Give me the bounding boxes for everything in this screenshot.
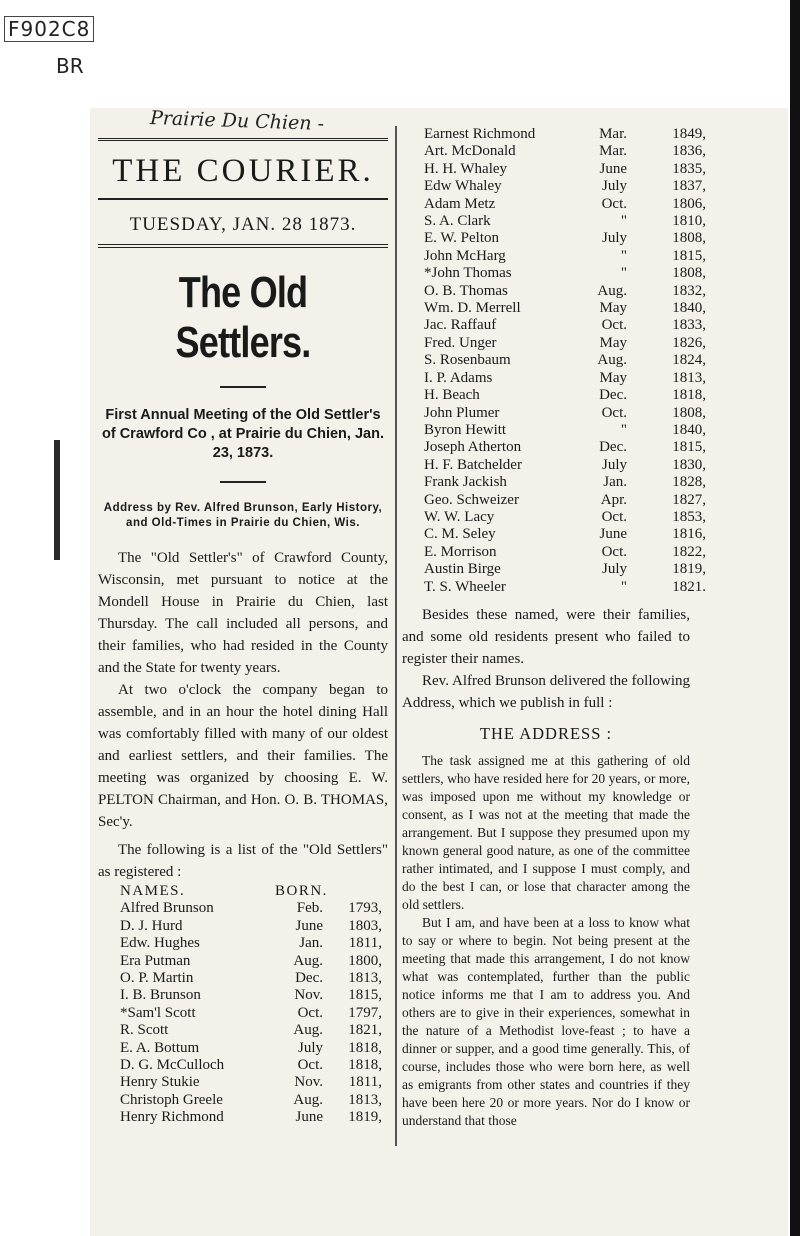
birth-month: Nov.: [294, 1074, 323, 1091]
settler-row: [424, 300, 706, 317]
birth-year: 1832,: [672, 282, 706, 299]
birth-month: ": [620, 247, 627, 264]
settler-name: *John Thomas: [424, 265, 512, 282]
birth-month: May: [599, 334, 627, 351]
birth-year: 1827,: [672, 491, 706, 508]
birth-year: 1815,: [348, 987, 382, 1004]
paragraph: The following is a list of the "Old Settlers" as registered :: [98, 842, 388, 880]
birth-month: May: [599, 300, 627, 317]
birth-month: July: [601, 178, 627, 195]
settler-row: [424, 579, 706, 596]
settler-name: Alfred Brunson: [120, 900, 214, 917]
birth-month: Oct.: [601, 317, 627, 334]
birth-year: 1815,: [672, 439, 706, 456]
settler-name: E. A. Bottum: [120, 1039, 200, 1056]
settler-name: E. W. Pelton: [424, 230, 500, 247]
settler-name: W. W. Lacy: [424, 508, 495, 525]
settler-row: [424, 213, 706, 230]
settler-name: S. A. Clark: [424, 213, 491, 230]
birth-month: Feb.: [296, 900, 323, 917]
birth-month: Jan.: [299, 935, 323, 952]
settler-row: [424, 352, 706, 369]
birth-year: 1837,: [672, 178, 706, 195]
settler-name: D. J. Hurd: [120, 917, 183, 934]
paragraph: Rev. Alfred Brunson delivered the following Address, which we publish in full :: [402, 672, 690, 711]
birth-month: Aug.: [597, 352, 627, 369]
settler-name: Frank Jackish: [424, 474, 507, 491]
birth-year: 1808,: [672, 404, 706, 421]
left-column: [98, 138, 388, 1127]
paragraph: At two o'clock the company began to assemble, and in an hour the hotel dining Hall was comfortably filled with many of our oldest and earliest settlers, and their families. The meeting was organized by choosing E. W. PELTON Chairman, and Hon. O. B. THOMAS, Sec'y.: [98, 682, 388, 830]
birth-year: 1821,: [348, 1022, 382, 1039]
birth-month: ": [620, 578, 627, 595]
settler-name: Edw Whaley: [424, 178, 502, 195]
settler-name: O. P. Martin: [120, 970, 194, 987]
settler-row: [424, 405, 706, 422]
birth-year: 1793,: [348, 900, 382, 917]
masthead: [98, 138, 388, 200]
settler-name: Edw. Hughes: [120, 935, 200, 952]
birth-month: Oct.: [601, 195, 627, 212]
settler-name: John Plumer: [424, 404, 500, 421]
settler-name: T. S. Wheeler: [424, 578, 506, 595]
birth-year: 1808,: [672, 230, 706, 247]
settler-name: Jac. Raffauf: [424, 317, 497, 334]
settler-row: [120, 1022, 382, 1039]
settler-name: R. Scott: [120, 1022, 169, 1039]
settler-row: [424, 283, 706, 300]
birth-month: Oct.: [601, 543, 627, 560]
settler-name: Henry Stukie: [120, 1074, 200, 1091]
birth-month: Oct.: [297, 1057, 323, 1074]
settler-name: C. M. Seley: [424, 526, 496, 543]
settler-row: [424, 561, 706, 578]
settler-row: [424, 544, 706, 561]
settler-row: [120, 1057, 382, 1074]
settler-row: [424, 161, 706, 178]
born-header: BORN.: [275, 883, 328, 899]
settler-row: [424, 196, 706, 213]
right-column: [402, 126, 706, 1130]
birth-month: July: [297, 1039, 323, 1056]
birth-year: 1815,: [672, 247, 706, 264]
settler-row: [120, 953, 382, 970]
address-paragraph: The task assigned me at this gathering of old settlers, who have resided here for 20 years, or more, was imposed upon me without my knowledge or consent, as I was not at the meeting that made the arrangement. But I suppose they presumed upon my known general good nature, as one of the committee rather intimated, and I suppose I must comply, and do the best I can, or lose that character among the old settlers.: [402, 752, 690, 912]
birth-year: 1811,: [348, 1074, 382, 1091]
birth-year: 1800,: [348, 952, 382, 969]
article-byline: Address by Rev. Alfred Brunson, Early History, and Old-Times in Prairie du Chien, Wis.: [103, 502, 383, 529]
right-edge: [790, 0, 800, 1236]
birth-year: 1840,: [672, 421, 706, 438]
birth-month: Jan.: [603, 474, 627, 491]
birth-month: Oct.: [601, 508, 627, 525]
settler-name: *Sam'l Scott: [120, 1004, 196, 1021]
birth-year: 1821.: [672, 578, 706, 595]
newspaper-title: THE COURIER.: [112, 153, 374, 189]
birth-year: 1818,: [348, 1057, 382, 1074]
birth-month: June: [295, 1109, 323, 1126]
settler-name: I. P. Adams: [424, 369, 493, 386]
settler-name: H. H. Whaley: [424, 160, 508, 177]
address-paragraph: But I am, and have been at a loss to know what to say or where to begin. Not being present at the meeting that made this arrangement, I do not know what was contemplated, further than the public notice informs me that I am to address you. And others are to give in their experiences, somewhat in the nature of a Methodist love-feast ; to have a dinner or supper, and a good time generally. This, of course, includes those who were born here, as well as emigrants from other states and countries if they have been here 20 or more years. Nor do I know or understand that those: [402, 914, 690, 1128]
settler-row: [424, 387, 706, 404]
birth-month: July: [601, 561, 627, 578]
settler-name: I. B. Brunson: [120, 987, 201, 1004]
birth-month: Oct.: [297, 1004, 323, 1021]
settlers-list-right: [424, 126, 706, 596]
birth-year: 1816,: [672, 526, 706, 543]
birth-month: Aug.: [293, 1022, 323, 1039]
birth-year: 1818,: [348, 1039, 382, 1056]
birth-year: 1813,: [672, 369, 706, 386]
place-note: Prairie Du Chien -: [149, 106, 325, 136]
birth-year: 1853,: [672, 508, 706, 525]
birth-year: 1824,: [672, 352, 706, 369]
birth-year: 1806,: [672, 195, 706, 212]
initials-note: BR: [56, 54, 84, 78]
birth-year: 1810,: [672, 213, 706, 230]
settler-name: Adam Metz: [424, 195, 496, 212]
settler-row: [424, 143, 706, 160]
birth-month: Nov.: [294, 987, 323, 1004]
settler-row: [120, 1092, 382, 1109]
settler-row: [120, 900, 382, 917]
settler-row: [424, 317, 706, 334]
settler-name: Fred. Unger: [424, 334, 497, 351]
settler-row: [424, 370, 706, 387]
birth-month: ": [620, 421, 627, 438]
birth-year: 1819,: [672, 561, 706, 578]
settler-row: [424, 178, 706, 195]
settler-row: [424, 492, 706, 509]
settler-row: [120, 935, 382, 952]
call-number-note: F902C8: [4, 16, 94, 42]
settler-name: Henry Richmond: [120, 1109, 224, 1126]
settler-name: Wm. D. Merrell: [424, 300, 521, 317]
settler-name: Joseph Atherton: [424, 439, 522, 456]
settler-row: [424, 126, 706, 143]
settler-row: [120, 1109, 382, 1126]
settler-row: [120, 918, 382, 935]
list-header: [120, 883, 382, 900]
birth-month: ": [620, 213, 627, 230]
settler-name: Era Putman: [120, 952, 191, 969]
settler-row: [424, 474, 706, 491]
settler-row: [424, 509, 706, 526]
settler-row: [120, 1074, 382, 1091]
birth-month: June: [599, 160, 627, 177]
settler-row: [424, 230, 706, 247]
birth-month: July: [601, 456, 627, 473]
settler-row: [424, 457, 706, 474]
birth-month: Dec.: [295, 970, 323, 987]
settler-row: [120, 970, 382, 987]
birth-year: 1822,: [672, 543, 706, 560]
settler-name: John McHarg: [424, 247, 506, 264]
birth-month: May: [599, 369, 627, 386]
settlers-list-left: [120, 883, 382, 1127]
settler-name: H. F. Batchelder: [424, 456, 522, 473]
birth-month: Apr.: [600, 491, 627, 508]
birth-month: July: [601, 230, 627, 247]
settler-row: [120, 1040, 382, 1057]
birth-month: Dec.: [599, 439, 627, 456]
birth-year: 1828,: [672, 474, 706, 491]
settler-name: Byron Hewitt: [424, 421, 507, 438]
settler-row: [424, 248, 706, 265]
settler-name: Earnest Richmond: [424, 126, 536, 142]
settler-row: [120, 987, 382, 1004]
column-divider: [395, 126, 397, 1146]
settler-row: [424, 422, 706, 439]
birth-year: 1797,: [348, 1004, 382, 1021]
birth-year: 1826,: [672, 334, 706, 351]
divider: [220, 386, 266, 388]
settler-row: [424, 439, 706, 456]
birth-year: 1811,: [348, 935, 382, 952]
settler-name: Geo. Schweizer: [424, 491, 519, 508]
settler-row: [424, 265, 706, 282]
birth-month: ": [620, 265, 627, 282]
birth-year: 1840,: [672, 300, 706, 317]
settler-row: [424, 335, 706, 352]
settler-name: H. Beach: [424, 387, 480, 404]
birth-month: Aug.: [293, 952, 323, 969]
settler-name: D. G. McCulloch: [120, 1057, 225, 1074]
settler-name: Art. McDonald: [424, 143, 516, 160]
paragraph: Besides these named, were their families, and some old residents present who failed to register their names.: [402, 606, 690, 667]
birth-year: 1849,: [672, 126, 706, 142]
settler-row: [120, 1005, 382, 1022]
birth-year: 1818,: [672, 387, 706, 404]
birth-month: Aug.: [597, 282, 627, 299]
birth-year: 1808,: [672, 265, 706, 282]
settler-name: Christoph Greele: [120, 1091, 223, 1108]
birth-year: 1813,: [348, 1091, 382, 1108]
birth-year: 1835,: [672, 160, 706, 177]
article-subhead: First Annual Meeting of the Old Settler's of Crawford Co , at Prairie du Chien, Jan. 23, 1873.: [102, 407, 384, 461]
address-title: THE ADDRESS :: [479, 723, 613, 743]
settler-name: O. B. Thomas: [424, 282, 508, 299]
birth-year: 1836,: [672, 143, 706, 160]
birth-month: Oct.: [601, 404, 627, 421]
birth-month: Dec.: [599, 387, 627, 404]
settler-name: E. Morrison: [424, 543, 497, 560]
birth-year: 1819,: [348, 1109, 382, 1126]
birth-year: 1803,: [348, 917, 382, 934]
names-header: NAMES.: [120, 883, 186, 899]
settler-name: S. Rosenbaum: [424, 352, 511, 369]
article-headline: The Old Settlers.: [175, 268, 311, 367]
birth-year: 1813,: [348, 970, 382, 987]
birth-year: 1830,: [672, 456, 706, 473]
left-margin: [0, 0, 62, 1236]
divider: [220, 481, 266, 483]
birth-year: 1833,: [672, 317, 706, 334]
birth-month: June: [599, 526, 627, 543]
birth-month: Mar.: [599, 126, 627, 142]
birth-month: Aug.: [293, 1091, 323, 1108]
birth-month: Mar.: [599, 143, 627, 160]
settler-name: Austin Birge: [424, 561, 501, 578]
paragraph: The "Old Settler's" of Crawford County, Wisconsin, met pursuant to notice at the Mondell House in Prairie du Chien, last Thursday. The call included all persons, and their families, who had resided in the County and the State for twenty years.: [98, 550, 388, 676]
settler-row: [424, 526, 706, 543]
dateline: TUESDAY, JAN. 28 1873.: [98, 200, 388, 248]
birth-month: June: [295, 917, 323, 934]
